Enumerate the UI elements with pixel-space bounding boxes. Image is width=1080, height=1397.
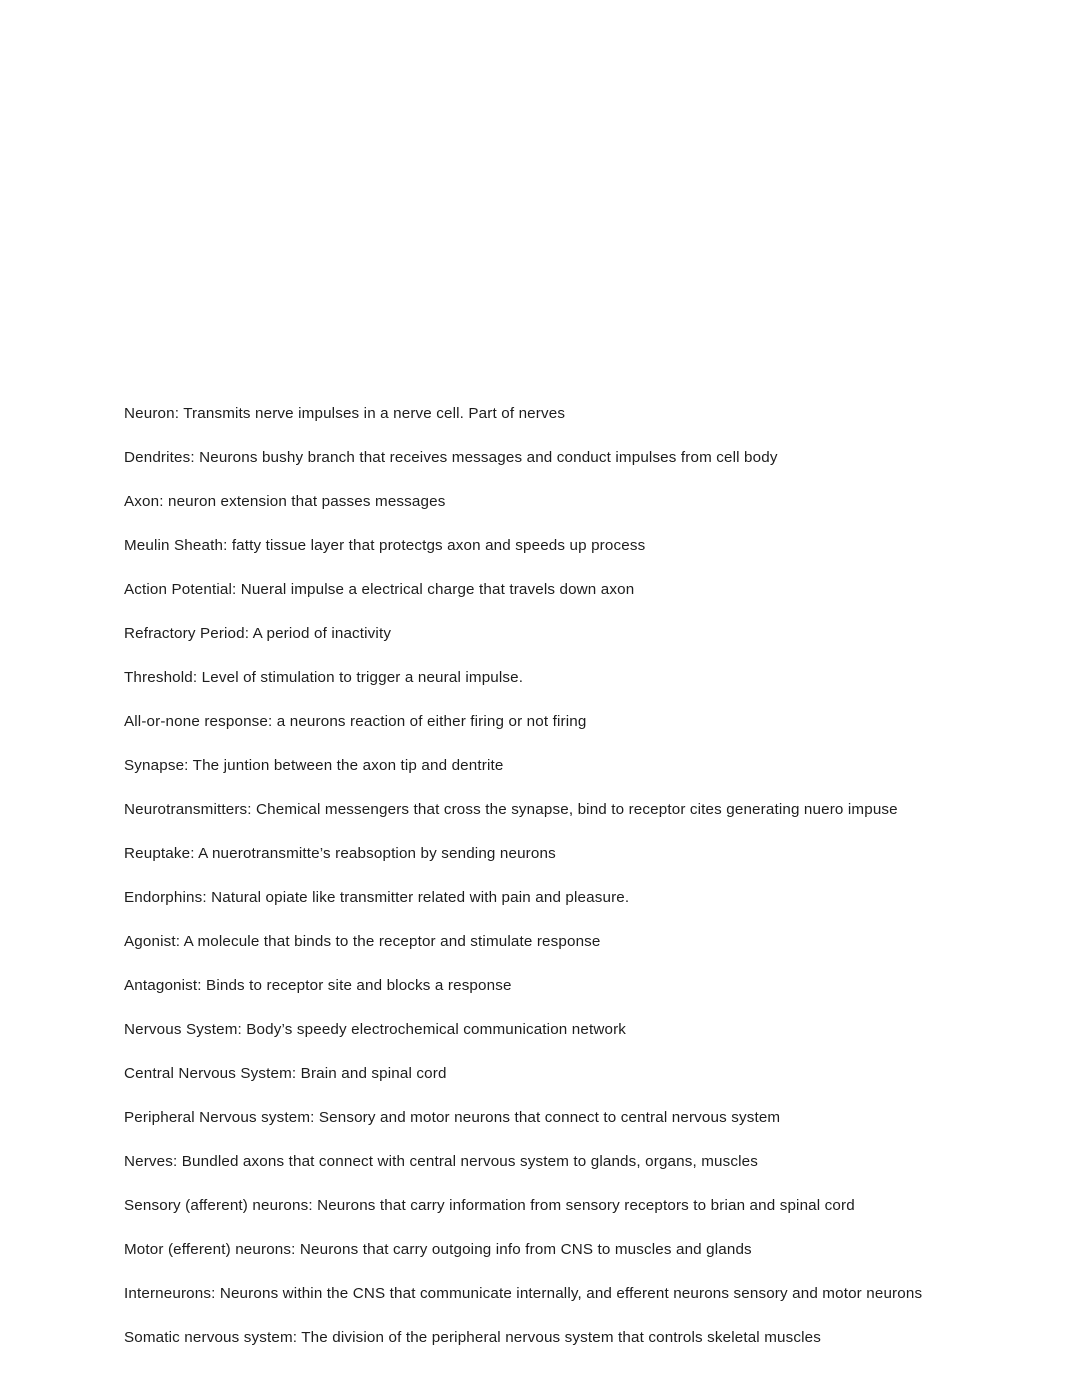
document-body [124,404,964,1349]
glossary-entry: Interneurons: Neurons within the CNS that communicate internally, and efferent neurons sensory and motor neurons [124,1285,923,1303]
glossary-entry: Synapse: The juntion between the axon tip and dentrite [124,757,504,775]
glossary-entry: Reuptake: A nuerotransmitte’s reabsoption by sending neurons [124,845,556,863]
glossary-entry: Neurotransmitters: Chemical messengers that cross the synapse, bind to receptor cites generating nuero impuse [124,801,898,819]
glossary-entry: Central Nervous System: Brain and spinal cord [124,1065,447,1083]
glossary-entry: Refractory Period: A period of inactivity [124,625,392,643]
glossary-entry: Nervous System: Body’s speedy electrochemical communication network [124,1021,627,1039]
glossary-entry: Agonist: A molecule that binds to the receptor and stimulate response [124,933,601,951]
glossary-entry: Motor (efferent) neurons: Neurons that carry outgoing info from CNS to muscles and glands [124,1241,752,1259]
glossary-entry: Dendrites: Neurons bushy branch that receives messages and conduct impulses from cell body [124,449,778,467]
glossary-entry: Endorphins: Natural opiate like transmitter related with pain and pleasure. [124,889,630,907]
glossary-entry: Sensory (afferent) neurons: Neurons that carry information from sensory receptors to brian and spinal cord [124,1197,855,1215]
glossary-entry: Nerves: Bundled axons that connect with central nervous system to glands, organs, muscles [124,1153,758,1171]
glossary-entry: Antagonist: Binds to receptor site and blocks a response [124,977,512,995]
glossary-entry: Somatic nervous system: The division of the peripheral nervous system that controls skeletal muscles [124,1329,821,1347]
glossary-entry: Peripheral Nervous system: Sensory and motor neurons that connect to central nervous system [124,1109,781,1127]
glossary-entry: Meulin Sheath: fatty tissue layer that protectgs axon and speeds up process [124,537,646,555]
glossary-entry: Action Potential: Nueral impulse a electrical charge that travels down axon [124,581,635,599]
glossary-entry: Threshold: Level of stimulation to trigger a neural impulse. [124,669,524,687]
glossary-entry: Axon: neuron extension that passes messages [124,493,446,511]
glossary-entry: All-or-none response: a neurons reaction of either firing or not firing [124,713,587,731]
glossary-entry: Neuron: Transmits nerve impulses in a nerve cell. Part of nerves [124,405,566,422]
